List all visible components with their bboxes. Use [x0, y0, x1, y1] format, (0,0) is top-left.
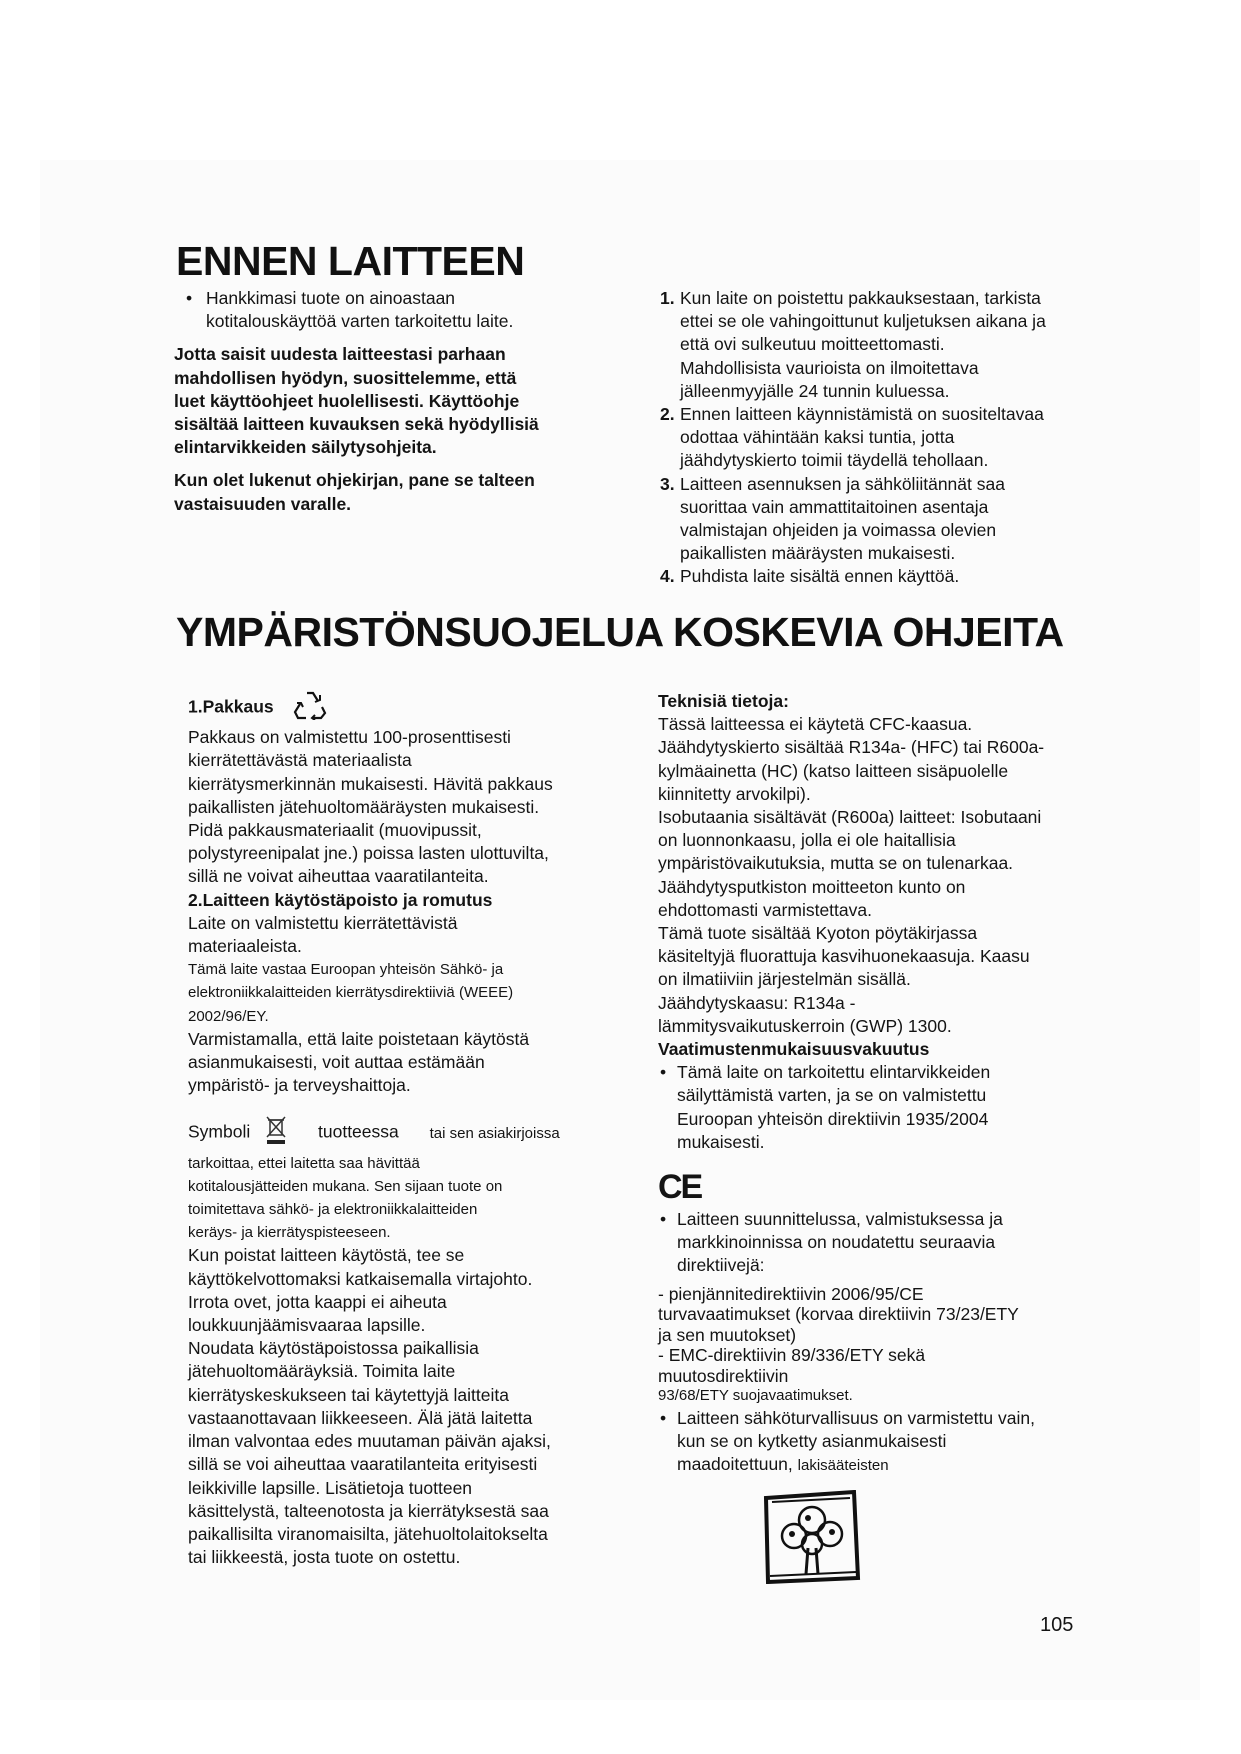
text-line: keräys- ja kierrätyspisteeseen. — [188, 1224, 391, 1242]
text-line: kierrätyskeskukseen tai käytettyjä laitteita — [188, 1384, 509, 1405]
packaging-title — [188, 690, 628, 726]
intro-bullet-line-1: Hankkimasi tuote on ainoastaan — [206, 288, 456, 308]
safety-small-text: lakisääteisten — [797, 1457, 889, 1475]
text-line: Tämä tuote sisältää Kyoton pöytäkirjassa — [658, 923, 978, 944]
text-line: Jäähdytyskaasu: R134a - — [658, 992, 856, 1013]
text-line: Ennen laitteen käynnistämistä on suositeltavaa — [680, 404, 1044, 425]
text-line: turvavaatimukset (korvaa direktiivin 73/23/ETY — [658, 1304, 1019, 1325]
text-line: vastaanottavaan liikkeeseen. Älä jätä laitetta — [188, 1407, 533, 1428]
page-title: ENNEN LAITTEEN — [176, 238, 525, 284]
text-line: 2002/96/EY. — [188, 1007, 269, 1025]
intro-keep-paragraph — [174, 469, 614, 515]
text-line: Jäähdytysputkiston moitteeton kunto on — [658, 876, 966, 897]
step-number: 3. — [660, 473, 675, 494]
text-line: Jäähdytyskierto sisältää R134a- (HFC) tai R600a- — [658, 737, 1045, 758]
text-line: suorittaa vain ammattitaitoinen asentaja — [680, 496, 989, 517]
text-line: paikallisilta viranomaisilta, jätehuoltolaitokselta — [188, 1523, 548, 1544]
text-line: käyttökelvottomaksi katkaisemalla virtajohto. — [188, 1268, 533, 1289]
safety-last-text: maadoitettuun, — [677, 1454, 793, 1475]
text-line: tai liikkeestä, josta tuote on ostettu. — [188, 1547, 461, 1568]
text-line: Tässä laitteessa ei käytetä CFC-kaasua. — [658, 714, 973, 735]
conformity-bullet — [658, 1061, 1098, 1154]
text-line: Pakkaus on valmistettu 100-prosenttisesti — [188, 727, 511, 748]
text-line: kun se on kytketty asianmukaisesti — [677, 1430, 947, 1451]
text-line: säilyttämistä varten, ja se on valmistettu — [677, 1085, 987, 1106]
text-line: - pienjännitedirektiivin 2006/95/CE — [658, 1283, 924, 1304]
conformity-title: Vaatimustenmukaisuusvakuutus — [658, 1039, 930, 1060]
text-line: Tämä laite on tarkoitettu elintarvikkeiden — [677, 1062, 991, 1083]
text-line: sisältää laitteen kuvauksen sekä hyödyllisiä — [174, 414, 539, 435]
text-line: 93/68/ETY suojavaatimukset. — [658, 1387, 853, 1405]
ce-mark — [658, 1168, 1098, 1208]
text-line: mahdollisen hyödyn, suosittelemme, että — [174, 367, 517, 388]
text-line: direktiivejä: — [677, 1255, 765, 1276]
text-line: jälleenmyyjälle 24 tunnin kuluessa. — [680, 380, 950, 401]
step-3 — [660, 473, 1090, 566]
text-line: käsiteltyjä fluorattuja kasvihuonekaasuja. Kaasu — [658, 946, 1030, 967]
step-number: 4. — [660, 566, 675, 587]
text-line: Varmistamalla, että laite poistetaan käytöstä — [188, 1028, 530, 1049]
text-line: ehdottomasti varmistettava. — [658, 899, 872, 920]
bullet-dot: • — [660, 1407, 667, 1428]
text-line: ja sen muutokset) — [658, 1324, 797, 1345]
step-1 — [660, 287, 1090, 403]
text-line: kierrätettävästä materiaalista — [188, 750, 412, 771]
text-line: Isobutaania sisältävät (R600a) laitteet: Isobutaani — [658, 807, 1042, 828]
bullet-dot: • — [660, 1062, 667, 1083]
bullet-dot: • — [186, 288, 193, 308]
text-line: valmistajan ohjeiden ja voimassa olevien — [680, 520, 997, 541]
technical-title: Teknisiä tietoja: — [658, 691, 789, 711]
scrapping-title: 2.Laitteen käytöstäpoisto ja romutus — [188, 889, 493, 910]
text-line: polystyreenipalat jne.) poissa lasten ulottuvilta, — [188, 843, 549, 864]
text-line: leikkiville lapsille. Lisätietoja tuotteen — [188, 1477, 473, 1498]
text-line: kotitalousjätteiden mukana. Sen sijaan tuote on — [188, 1177, 503, 1195]
text-line: tarkoittaa, ettei laitetta saa hävittää — [188, 1154, 420, 1172]
text-line: mukaisesti. — [677, 1131, 765, 1152]
text-line: Jotta saisit uudesta laitteestasi parhaan — [174, 344, 506, 365]
environment-left-column — [188, 690, 628, 1569]
text-line: ympäristövaikutuksia, mutta se on tulenarkaa. — [658, 853, 1014, 874]
text-line: Pidä pakkausmateriaalit (muovipussit, — [188, 820, 482, 841]
intro-column — [174, 287, 614, 516]
text-line: Euroopan yhteisön direktiivin 1935/2004 — [677, 1108, 989, 1129]
text-line: paikallisten jätehuoltomääräysten mukaisesti. — [188, 796, 540, 817]
text-line: Laite on valmistettu kierrätettävistä — [188, 912, 458, 933]
text-line: on luonnonkaasu, jolla ei ole haitallisia — [658, 830, 956, 851]
environment-right-column — [658, 690, 1098, 1477]
text-line: markkinoinnissa on noudatettu seuraavia — [677, 1232, 996, 1253]
text-line: Puhdista laite sisältä ennen käyttöä. — [680, 566, 960, 587]
symbol-line — [188, 1115, 628, 1151]
text-line: jäähdytyskierto toimii täydellä tehollaan. — [680, 450, 989, 471]
ce-mark-text: CE — [658, 1168, 702, 1207]
text-line: muutosdirektiivin — [658, 1365, 789, 1386]
recycle-icon — [293, 690, 327, 726]
text-line: lämmitysvaikutuskerroin (GWP) 1300. — [658, 1015, 952, 1036]
text-line: Kun olet lukenut ohjekirjan, pane se talteen — [174, 470, 535, 491]
environment-heading: YMPÄRISTÖNSUOJELUA KOSKEVIA OHJEITA — [176, 609, 1064, 655]
intro-bullet-line-2: kotitalouskäyttöä varten tarkoitettu laite. — [206, 311, 514, 332]
text-line: elintarvikkeiden säilytysohjeita. — [174, 437, 437, 458]
text-line: ilman valvontaa edes muutaman päivän ajaksi, — [188, 1431, 551, 1452]
text-line: ettei se ole vahingoittunut kuljetuksen aikana ja — [680, 311, 1046, 332]
text-line: käsittelystä, talteenotosta ja kierrätyksestä saa — [188, 1500, 549, 1521]
symbol-word: Symboli — [188, 1122, 251, 1143]
intro-bullet — [174, 287, 614, 333]
text-line: - EMC-direktiivin 89/336/ETY sekä — [658, 1345, 926, 1366]
text-line: jätehuoltomääräyksiä. Toimita laite — [188, 1361, 456, 1382]
text-line: vastaisuuden varalle. — [174, 493, 352, 514]
intro-bold-paragraph — [174, 343, 614, 459]
text-line: Laitteen sähköturvallisuus on varmistettu vain, — [677, 1407, 1035, 1428]
text-line: luet käyttöohjeet huolellisesti. Käyttöohje — [174, 390, 520, 411]
text-line: että ovi sulkeutuu moitteettomasti. — [680, 334, 945, 355]
page-number: 105 — [1040, 1614, 1074, 1636]
crossed-bin-icon — [265, 1115, 287, 1151]
safety-bullet — [658, 1407, 1098, 1478]
text-line: Mahdollisista vaurioista on ilmoitettava — [680, 357, 979, 378]
directives-list — [658, 1284, 1098, 1407]
text-line: sillä ne voivat aiheuttaa vaaratilanteita. — [188, 866, 489, 887]
design-bullet — [658, 1208, 1098, 1278]
step-4 — [660, 565, 1090, 588]
text-line: kiinnitetty arvokilpi). — [658, 783, 811, 804]
symbol-end: tai sen asiakirjoissa — [429, 1125, 560, 1143]
text-line: on ilmatiiviin järjestelmän sisällä. — [658, 969, 911, 990]
text-line: odottaa vähintään kaksi tuntia, jotta — [680, 427, 955, 448]
text-line: Kun laite on poistettu pakkauksestaan, tarkista — [680, 288, 1041, 308]
text-line: Laitteen asennuksen ja sähköliitännät saa — [680, 473, 1005, 494]
text-line: materiaaleista. — [188, 936, 302, 957]
text-line: Laitteen suunnittelussa, valmistuksessa ja — [677, 1209, 1003, 1230]
text-line: paikallisten määräysten mukaisesti. — [680, 543, 956, 564]
text-line — [677, 1453, 1098, 1477]
text-line: kylmäainetta (HC) (katso laitteen sisäpuolelle — [658, 760, 1009, 781]
text-line: elektroniikkalaitteiden kierrätysdirektiiviä (WEEE) — [188, 984, 514, 1002]
text-line: Noudata käytöstäpoistossa paikallisia — [188, 1338, 479, 1359]
text-line: toimitettava sähkö- ja elektroniikkalaitteiden — [188, 1201, 478, 1219]
text-line: asianmukaisesti, voit auttaa estämään — [188, 1052, 485, 1073]
text-line: kierrätysmerkinnän mukaisesti. Hävitä pakkaus — [188, 773, 553, 794]
step-2 — [660, 403, 1090, 473]
text-line: loukkuunjäämisvaaraa lapsille. — [188, 1315, 426, 1336]
steps-column — [660, 287, 1090, 589]
text-line: sillä se voi aiheuttaa vaaratilanteita erityisesti — [188, 1454, 538, 1475]
packaging-title-text: 1.Pakkaus — [188, 696, 274, 717]
symbol-mid: tuotteessa — [318, 1122, 399, 1143]
step-number: 1. — [660, 288, 675, 308]
text-line: Irrota ovet, jotta kaappi ei aiheuta — [188, 1291, 447, 1312]
text-line: Tämä laite vastaa Euroopan yhteisön Sähkö- ja — [188, 961, 504, 979]
step-number: 2. — [660, 404, 675, 425]
tree-icon — [762, 1490, 862, 1589]
text-line: Kun poistat laitteen käytöstä, tee se — [188, 1245, 465, 1266]
text-line: ympäristö- ja terveyshaittoja. — [188, 1075, 411, 1096]
bullet-dot: • — [660, 1209, 667, 1230]
